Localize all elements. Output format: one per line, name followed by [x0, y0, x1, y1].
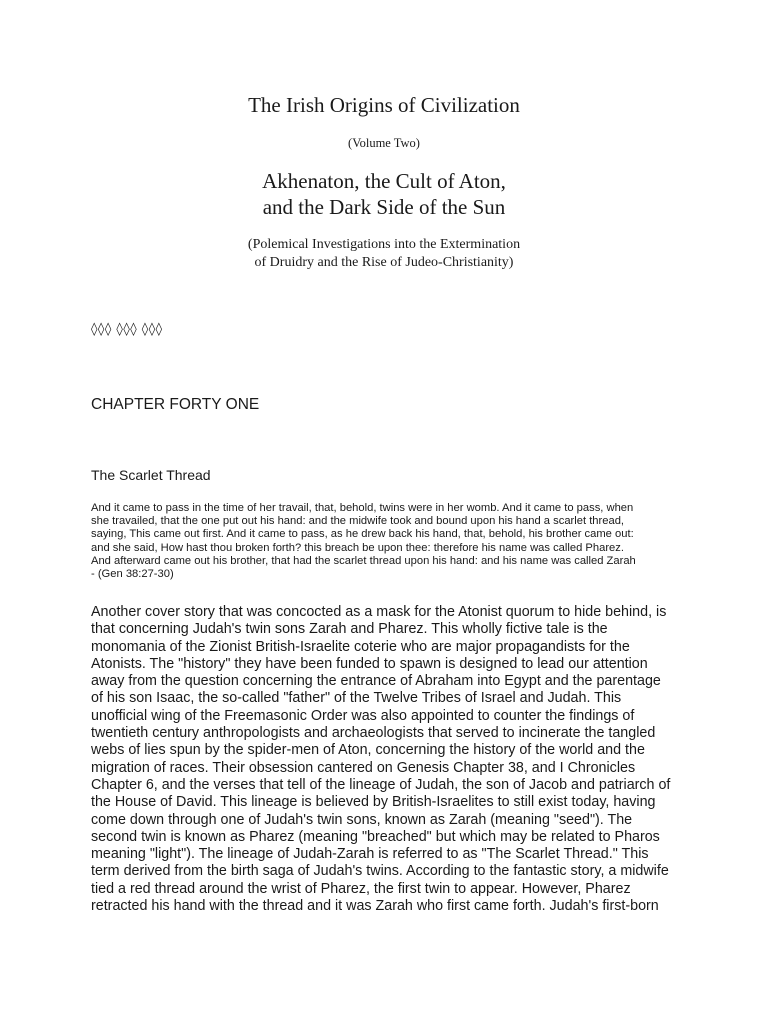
- document-title: The Irish Origins of Civilization: [248, 93, 520, 117]
- chapter-heading: CHAPTER FORTY ONE: [91, 396, 260, 413]
- body-line: second twin is known as Pharez (meaning "breached" but which may be related to Pharos: [91, 828, 660, 845]
- quote-line: she travailed, that the one put out his hand: and the midwife took and bound upon his hand a scarlet thread,: [91, 515, 625, 528]
- quote-line: and she said, How hast thou broken forth? this breach be upon thee: therefore his name was called Pharez.: [91, 541, 624, 554]
- body-line: twentieth century anthropologists and archaeologists that served to incinerate the tangled: [91, 725, 656, 742]
- quote-line: And it came to pass in the time of her travail, that, behold, twins were in her womb. And it came to pass, when: [91, 502, 634, 514]
- body-line: come down through one of Judah's twin sons, known as Zarah (meaning "seed"). The: [91, 811, 633, 828]
- subtitle-line: Akhenaton, the Cult of Aton,: [262, 169, 506, 193]
- body-line: Another cover story that was concocted as a mask for the Atonist quorum to hide behind, is: [91, 604, 667, 620]
- body-line: Atonists. The "history" they have been funded to spawn is designed to lead our attention: [91, 655, 648, 672]
- body-line: monomania of the Zionist British-Israelite coterie who are major propagandists for the: [91, 638, 630, 655]
- body-line: webs of lies spun by the spider-men of Aton, concerning the history of the world and the: [91, 742, 645, 759]
- quote-line: - (Gen 38:27-30): [91, 568, 174, 581]
- section-title: The Scarlet Thread: [91, 467, 211, 483]
- body-line: tied a red thread around the wrist of Pharez, the first twin to appear. However, Pharez: [91, 880, 631, 897]
- scripture-quote: [91, 502, 691, 581]
- body-line: of his son Isaac, the so-called "father" of the Twelve Tribes of Israel and Judah. This: [91, 690, 622, 707]
- volume-label: (Volume Two): [348, 136, 420, 150]
- body-paragraph: [91, 604, 691, 915]
- body-line: unofficial wing of the Freemasonic Order was also appointed to counter the findings of: [91, 707, 635, 724]
- polemical-line: of Druidry and the Rise of Judeo-Christianity): [254, 255, 514, 270]
- quote-line: And afterward came out his brother, that had the scarlet thread upon his hand: and his name was called Zarah: [91, 554, 636, 567]
- polemical-line: (Polemical Investigations into the Extermination: [247, 237, 521, 252]
- polemical-subtitle: [0, 236, 768, 272]
- body-line: the House of David. This lineage is believed by British-Israelites to still exist today, having: [91, 794, 656, 811]
- body-line: that concerning Judah's twin sons Zarah and Pharez. This wholly fictive tale is the: [91, 621, 608, 638]
- body-line: meaning "light"). The lineage of Judah-Zarah is referred to as "The Scarlet Thread." This: [91, 846, 649, 863]
- body-line: term derived from the birth saga of Judah's twins. According to the fantastic story, a midwife: [91, 863, 669, 880]
- body-line: migration of races. Their obsession cantered on Genesis Chapter 38, and I Chronicles: [91, 759, 636, 776]
- subtitle-line: and the Dark Side of the Sun: [262, 195, 506, 219]
- body-line: Chapter 6, and the verses that tell of the lineage of Judah, the son of Jacob and patriarch of: [91, 776, 671, 793]
- quote-line: saying, This came out first. And it came to pass, as he drew back his hand, that, behold, his brother came out:: [91, 528, 634, 541]
- diamond-divider-icon: ◊◊◊ ◊◊◊ ◊◊◊: [91, 322, 163, 337]
- body-line: away from the question concerning the entrance of Abraham into Egypt and the parentage: [91, 673, 661, 690]
- document-subtitle: [0, 168, 768, 220]
- body-line: retracted his hand with the thread and it was Zarah who first came forth. Judah's first-born: [91, 898, 659, 915]
